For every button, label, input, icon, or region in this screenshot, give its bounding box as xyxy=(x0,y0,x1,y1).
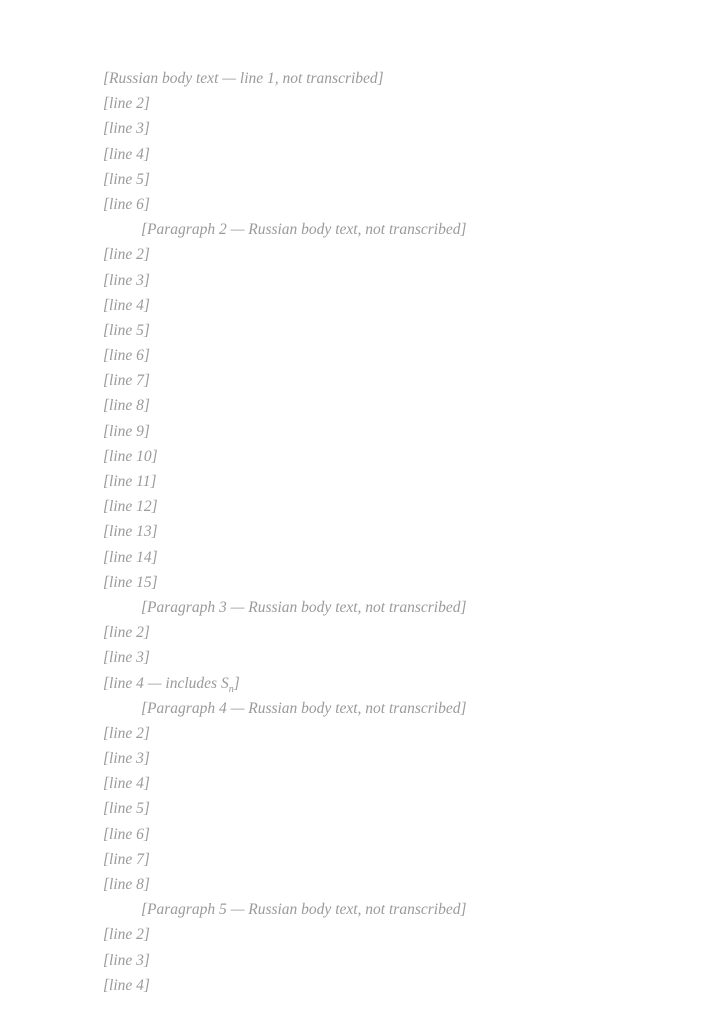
text-line: [line 8] xyxy=(103,876,150,893)
text-line: [line 2] xyxy=(103,724,150,742)
text-line: [line 3] xyxy=(103,271,150,289)
text-fragment: [line 4 — includes S xyxy=(103,674,229,692)
text-line: [line 4] xyxy=(103,296,150,314)
text-line: [line 11] xyxy=(103,473,157,490)
paragraph-2 xyxy=(103,217,691,595)
text-line: [line 4] xyxy=(103,976,150,994)
text-line: [line 6] xyxy=(103,825,150,843)
text-line: [line 3] xyxy=(103,951,150,969)
text-line: [line 2] xyxy=(103,624,150,642)
body-text xyxy=(103,66,691,998)
text-line: [line 15] xyxy=(103,573,158,591)
text-fragment: ] xyxy=(233,674,240,692)
text-line-with-subscript xyxy=(103,671,691,696)
paragraph-5 xyxy=(103,897,691,998)
text-line: [line 12] xyxy=(103,498,158,516)
text-line: [Paragraph 3 — Russian body text, not transcribed] xyxy=(141,598,467,616)
text-line: [line 13] xyxy=(103,523,158,541)
text-line: [line 4] xyxy=(103,145,150,163)
text-line: [Paragraph 5 — Russian body text, not transcribed] xyxy=(141,901,467,919)
text-line: [Russian body text — line 1, not transcribed] xyxy=(103,70,384,87)
text-line: [line 3] xyxy=(103,120,150,138)
paragraph-4 xyxy=(103,696,691,898)
text-line: [line 5] xyxy=(103,321,150,339)
text-line: [Paragraph 4 — Russian body text, not transcribed] xyxy=(141,699,467,717)
text-line: [line 3] xyxy=(103,750,150,768)
text-line: [line 5] xyxy=(103,170,150,188)
paragraph-1 xyxy=(103,66,691,217)
text-line: [line 3] xyxy=(103,649,150,667)
text-line: [line 9] xyxy=(103,422,150,440)
text-line: [line 2] xyxy=(103,246,150,264)
text-line: [line 7] xyxy=(103,850,150,868)
text-line: [line 2] xyxy=(103,926,150,944)
text-line: [line 4] xyxy=(103,775,150,793)
text-line: [line 14] xyxy=(103,548,158,566)
text-line: [line 8] xyxy=(103,397,150,415)
text-line: [Paragraph 2 — Russian body text, not transcribed] xyxy=(141,221,467,239)
text-line: [line 7] xyxy=(103,372,150,390)
subscript-n: n xyxy=(228,683,234,695)
text-line: [line 6] xyxy=(103,347,150,365)
text-line: [line 6] xyxy=(103,195,150,213)
paragraph-3 xyxy=(103,595,691,696)
text-line: [line 5] xyxy=(103,800,150,818)
text-line: [line 2] xyxy=(103,95,150,113)
text-line: [line 10] xyxy=(103,447,158,465)
